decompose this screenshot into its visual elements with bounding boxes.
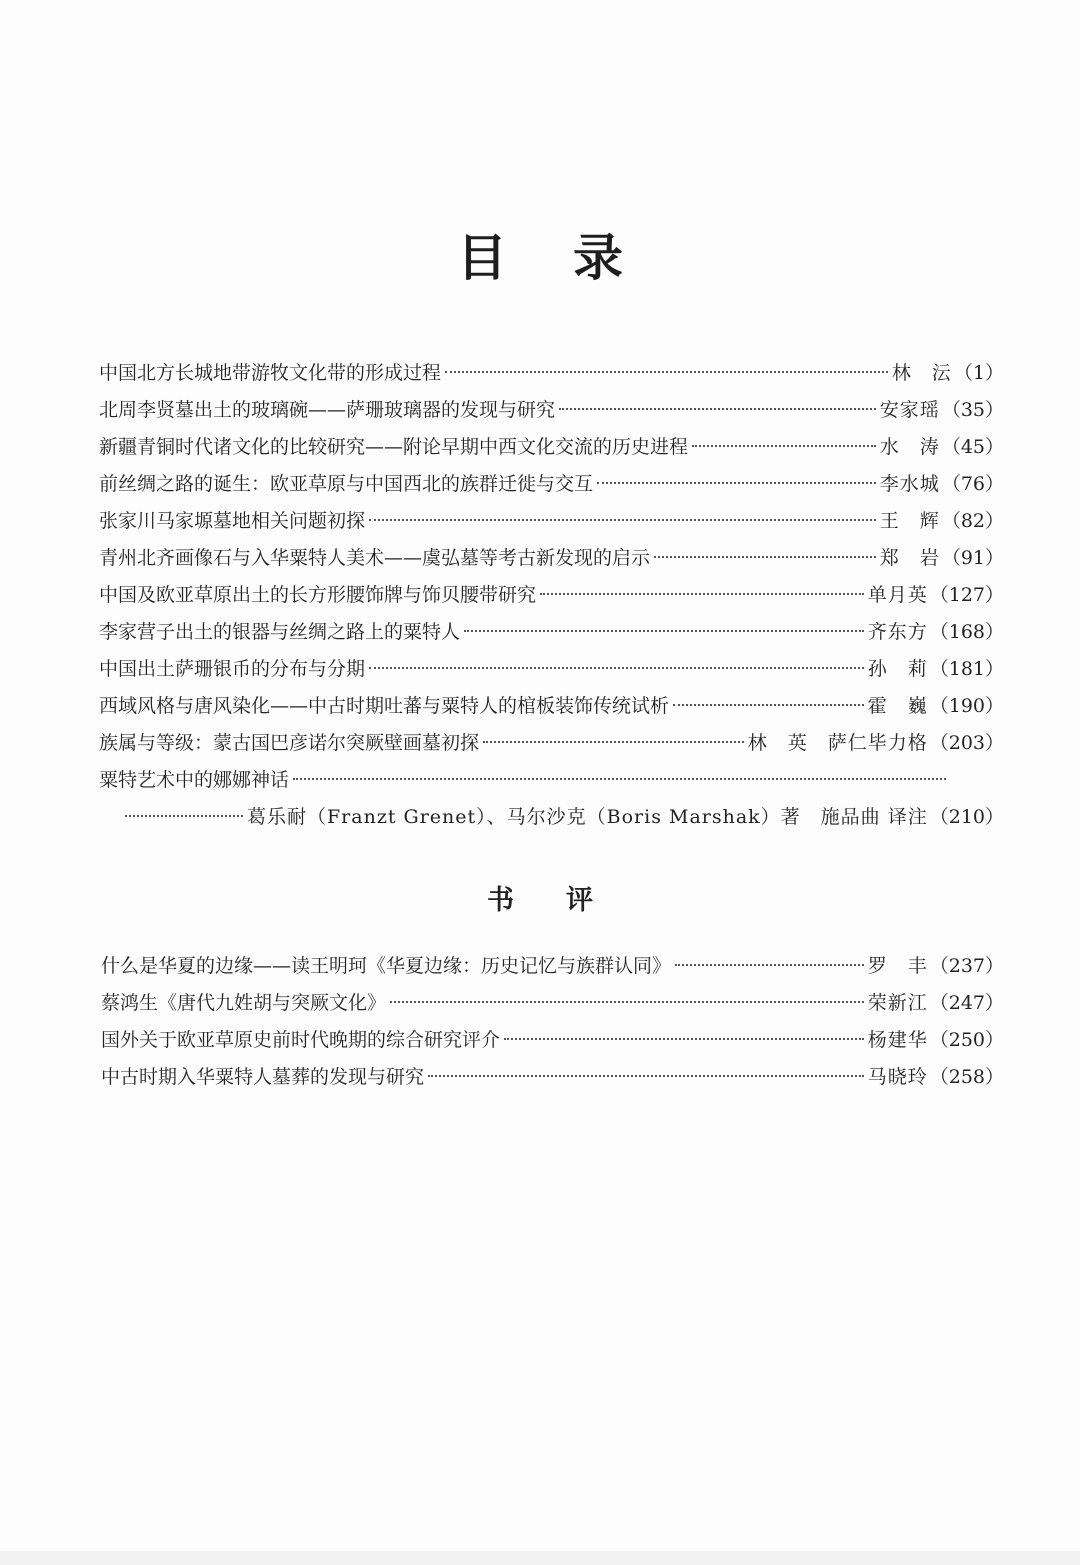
dot-leader	[390, 1001, 864, 1003]
dot-leader	[654, 556, 876, 558]
entry-title: 蔡鸿生《唐代九姓胡与突厥文化》	[101, 992, 387, 1014]
toc-entry[interactable]	[101, 985, 1004, 1022]
toc-entry[interactable]	[101, 1059, 1004, 1096]
entry-page: （76）	[941, 473, 1004, 495]
entry-author: 安家瑶	[879, 399, 940, 421]
entry-page: （237）	[929, 955, 1004, 977]
toc-entry[interactable]	[99, 355, 1004, 392]
entry-page: （210）	[929, 806, 1004, 828]
toc-entry[interactable]	[99, 429, 1004, 466]
entry-title: 张家川马家塬墓地相关问题初探	[99, 510, 366, 532]
entry-title: 族属与等级：蒙古国巴彦诺尔突厥壁画墓初探	[99, 732, 480, 754]
toc-entry[interactable]	[101, 948, 1004, 985]
entry-author: 荣新江	[867, 992, 928, 1014]
entry-page: （45）	[941, 436, 1004, 458]
entry-author: 王 辉	[879, 510, 940, 532]
entry-title: 中国及欧亚草原出土的长方形腰饰牌与饰贝腰带研究	[99, 584, 537, 606]
dot-leader	[125, 815, 243, 817]
toc-entry[interactable]	[99, 614, 1004, 651]
entry-title: 粟特艺术中的娜娜神话	[99, 769, 290, 791]
entry-author: 单月英	[867, 584, 928, 606]
entry-author: 孙 莉	[867, 658, 928, 680]
dot-leader	[559, 408, 876, 410]
toc-entry[interactable]	[101, 1022, 1004, 1059]
entry-title: 国外关于欧亚草原史前时代晚期的综合研究评介	[101, 1029, 501, 1051]
toc-entry-continuation	[99, 799, 1004, 836]
dot-leader	[692, 445, 876, 447]
entry-page: （1）	[953, 362, 1004, 384]
dot-leader	[540, 593, 864, 595]
entry-page: （168）	[929, 621, 1004, 643]
entry-author: 郑 岩	[879, 547, 940, 569]
page-title	[0, 218, 1080, 290]
dot-leader	[597, 482, 876, 484]
entry-page: （190）	[929, 695, 1004, 717]
entry-page: （203）	[929, 732, 1004, 754]
toc-entry[interactable]	[99, 688, 1004, 725]
entry-title: 李家营子出土的银器与丝绸之路上的粟特人	[99, 621, 461, 643]
articles-list	[99, 355, 1004, 836]
entry-author: 霍 巍	[867, 695, 928, 717]
toc-entry[interactable]	[99, 725, 1004, 762]
toc-entry[interactable]	[99, 577, 1004, 614]
dot-leader	[673, 704, 864, 706]
section-title-char-2: 评	[566, 885, 593, 916]
reviews-list	[101, 948, 1004, 1096]
toc-entry[interactable]	[99, 392, 1004, 429]
entry-author: 李水城	[879, 473, 940, 495]
section-title-reviews	[0, 878, 1080, 917]
entry-title: 什么是华夏的边缘——读王明珂《华夏边缘：历史记忆与族群认同》	[101, 955, 672, 977]
entry-page: （35）	[941, 399, 1004, 421]
entry-title: 北周李贤墓出土的玻璃碗——萨珊玻璃器的发现与研究	[99, 399, 556, 421]
entry-page: （258）	[929, 1066, 1004, 1088]
entry-author: 林 英 萨仁毕力格	[747, 732, 928, 754]
entry-page: （181）	[929, 658, 1004, 680]
entry-title: 前丝绸之路的诞生：欧亚草原与中国西北的族群迁徙与交互	[99, 473, 594, 495]
entry-page: （127）	[929, 584, 1004, 606]
toc-entry[interactable]	[99, 762, 1004, 799]
entry-title: 中国北方长城地带游牧文化带的形成过程	[99, 362, 442, 384]
toc-entry[interactable]	[99, 503, 1004, 540]
dot-leader	[483, 741, 744, 743]
dot-leader	[464, 630, 864, 632]
entry-title: 中国出土萨珊银币的分布与分期	[99, 658, 366, 680]
page-bottom-edge	[0, 1551, 1080, 1565]
entry-author: 马晓玲	[867, 1066, 928, 1088]
entry-title: 青州北齐画像石与入华粟特人美术——虞弘墓等考古新发现的启示	[99, 547, 651, 569]
entry-title: 西域风格与唐风染化——中古时期吐蕃与粟特人的棺板装饰传统试析	[99, 695, 670, 717]
entry-author: 葛乐耐（Franzt Grenet）、马尔沙克（Boris Marshak）著 施品曲 译注	[247, 806, 928, 828]
section-title-char-1: 书	[487, 885, 514, 916]
entry-author: 林 沄	[891, 362, 952, 384]
title-char-1: 目	[457, 228, 507, 287]
entry-title: 新疆青铜时代诸文化的比较研究——附论早期中西文化交流的历史进程	[99, 436, 689, 458]
entry-author: 水 涛	[879, 436, 940, 458]
entry-author: 齐东方	[867, 621, 928, 643]
entry-author: 杨建华	[867, 1029, 928, 1051]
entry-author: 罗 丰	[867, 955, 928, 977]
toc-entry[interactable]	[99, 540, 1004, 577]
dot-leader	[428, 1075, 864, 1077]
entry-title: 中古时期入华粟特人墓葬的发现与研究	[101, 1066, 425, 1088]
toc-entry[interactable]	[99, 466, 1004, 503]
dot-leader	[445, 371, 888, 373]
entry-page: （91）	[941, 547, 1004, 569]
entry-page: （82）	[941, 510, 1004, 532]
title-char-2: 录	[573, 228, 623, 287]
dot-leader	[369, 667, 864, 669]
dot-leader	[369, 519, 876, 521]
toc-entry[interactable]	[99, 651, 1004, 688]
entry-page: （247）	[929, 992, 1004, 1014]
dot-leader	[504, 1038, 864, 1040]
entry-page: （250）	[929, 1029, 1004, 1051]
dot-leader	[293, 778, 946, 780]
dot-leader	[675, 964, 864, 966]
